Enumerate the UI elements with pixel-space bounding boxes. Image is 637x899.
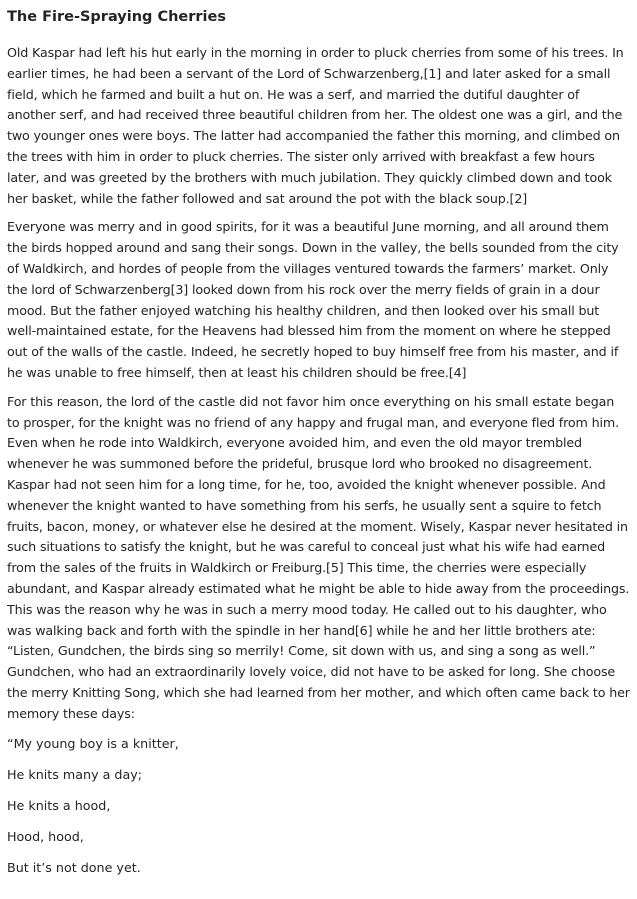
- document-title: The Fire-Spraying Cherries: [7, 9, 226, 25]
- verse-line-2: He knits many a day;: [7, 766, 143, 782]
- verse-line-5: But it’s not done yet.: [7, 859, 141, 875]
- paragraph-1: Old Kaspar had left his hut early in the morning in order to pluck cherries from some of his trees. In earlier times, he had been a servant of the Lord of Schwarzenberg,[1] and later asked for a small field, which he farmed and built a hut on. He was a serf, and married the dutiful daughter of another serf, and had received three beautiful children from her. The oldest one was a girl, and the two younger ones were boys. The latter had accompanied the father this morning, and climbed on the trees with him in order to pluck cherries. The sister only arrived with breakfast a few hours later, and was greeted by the brothers with much jubilation. They quickly climbed down and took her basket, while the father followed and sat around the pot with the black soup.[2]: [7, 45, 624, 206]
- verse-line-4: Hood, hood,: [7, 828, 84, 844]
- paragraph-2: Everyone was merry and in good spirits, for it was a beautiful June morning, and all around them the birds hopped around and sang their songs. Down in the valley, the bells sounded from the city of Waldkirch, and hordes of people from the villages ventured towards the farmers’ market. Only the lord of Schwarzenberg[3] looked down from his rock over the merry fields of grain in a dour mood. But the father enjoyed watching his healthy children, and then looked over his small but well-maintained estate, for the Heavens had blessed him from the moment on where he stepped out of the walls of the castle. Indeed, he secretly hoped to buy himself free from his master, and if he was unable to free himself, then at least his children should be free.[4]: [7, 219, 619, 380]
- paragraph-3: For this reason, the lord of the castle did not favor him once everything on his small estate began to prosper, for the knight was no friend of any happy and frugal man, and everyone fled from him. Even when he rode into Waldkirch, everyone avoided him, and even the old mayor trembled whenever he was summoned before the prideful, brusque lord who brooked no disagreement. Kaspar had not seen him for a long time, for he, too, avoided the knight whenever possible. And whenever the knight wanted to have something from his serfs, he usually sent a squire to fetch fruits, bacon, money, or whatever else he desired at the moment. Wisely, Kaspar never hesitated in such situations to satisfy the knight, but he was careful to conceal just what his wife had earned from the sales of the fruits in Waldkirch or Freiburg.[5] This time, the cherries were especially abundant, and Kaspar already estimated what he might be able to hide away from the proceedings. This was the reason why he was in such a merry mood today. He called out to his daughter, who was walking back and forth with the spindle in her hand[6] while he and her little brothers ate: “Listen, Gundchen, the birds sing so merrily! Come, sit down with us, and sing a song as well.” Gundchen, who had an extraordinarily lovely voice, did not have to be asked for long. She choose the merry Knitting Song, which she had learned from her mother, and which often came back to her memory these days:: [7, 393, 630, 721]
- verse-line-3: He knits a hood,: [7, 797, 111, 813]
- verse-line-1: “My young boy is a knitter,: [7, 735, 179, 751]
